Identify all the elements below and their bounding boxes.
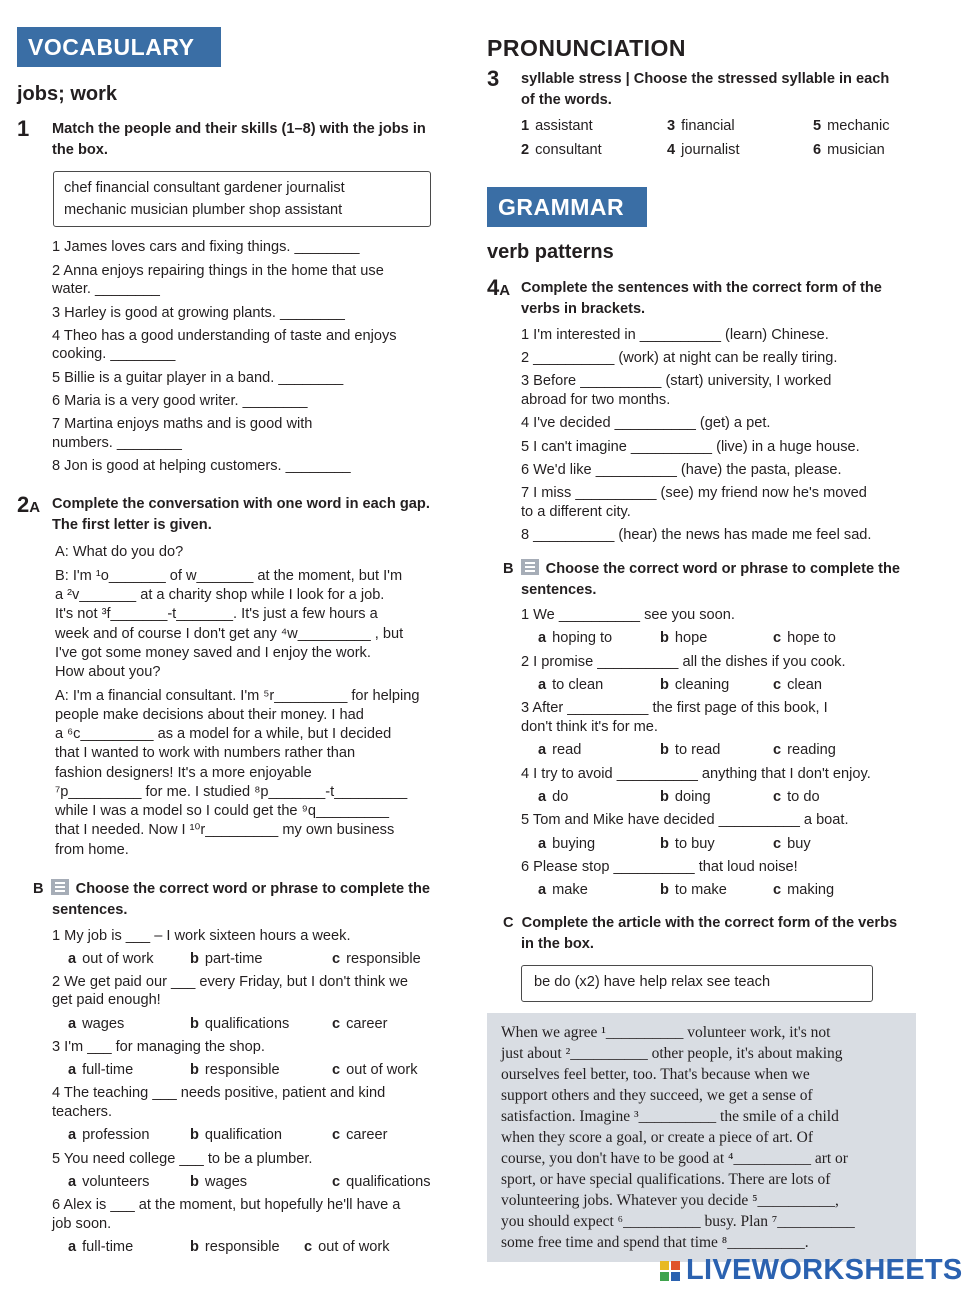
conversation-line: people make decisions about their money. I had — [55, 707, 364, 723]
option[interactable]: hope — [674, 630, 708, 646]
stress-word[interactable]: 5 mechanic — [813, 118, 890, 134]
option[interactable]: qualifications — [346, 1174, 431, 1190]
ex1-item[interactable]: numbers. ________ — [52, 435, 182, 451]
option[interactable]: full-time — [82, 1062, 134, 1078]
ex4a-item[interactable]: 6 We'd like __________ (have) the pasta, please. — [521, 462, 842, 478]
ex1-item[interactable]: cooking. ________ — [52, 346, 176, 362]
exercise-4a-instruction-2: verbs in brackets. — [521, 301, 646, 317]
exercise-3-instruction: syllable stress | Choose the stressed syllable in each — [521, 71, 890, 87]
ex1-item[interactable]: 8 Jon is good at helping customers. ________ — [52, 458, 351, 474]
exercise-3-instruction-2: of the words. — [521, 92, 612, 108]
ex1-item[interactable]: 5 Billie is a guitar player in a band. ________ — [52, 370, 344, 386]
ex2b-question-cont: job soon. — [52, 1216, 112, 1232]
exercise-4b-instruction-2: sentences. — [521, 582, 597, 598]
conversation-line[interactable]: while I was a model so I could get the ⁹q_________ — [55, 803, 390, 819]
option[interactable]: hope to — [787, 630, 836, 646]
ex4b-question: 5 Tom and Mike have decided __________ a boat. — [521, 812, 849, 828]
stress-word[interactable]: 6 musician — [813, 142, 885, 158]
worksheet-icon — [521, 559, 539, 575]
ex4b-option-a: a to clean — [538, 677, 604, 693]
option[interactable]: responsible — [346, 951, 421, 967]
ex4b-option-a: a do — [538, 789, 569, 805]
ex2b-option-c: c out of work — [332, 1062, 418, 1078]
ex2b-option-b: b responsible — [190, 1062, 280, 1078]
option[interactable]: hoping to — [552, 630, 613, 646]
grammar-header: GRAMMAR — [487, 187, 647, 227]
exercise-4b-heading: B Choose the correct word or phrase to complete the — [503, 561, 901, 577]
conversation-line: from home. — [55, 842, 129, 858]
ex2b-question: 2 We get paid our ___ every Friday, but I don't think we — [52, 974, 408, 990]
option[interactable]: buy — [787, 836, 811, 852]
verb-word-box-text: be do (x2) have help relax see teach — [534, 974, 771, 990]
ex4b-question-cont: don't think it's for me. — [521, 719, 658, 735]
ex2b-option-b: b qualification — [190, 1127, 282, 1143]
option[interactable]: part-time — [204, 951, 263, 967]
ex4b-option-c: c hope to — [773, 630, 836, 646]
option[interactable]: to read — [674, 742, 721, 758]
article-line[interactable]: some free time and spend that time ⁸__________. — [501, 1234, 809, 1251]
option[interactable]: clean — [787, 677, 823, 693]
ex2b-option-a: a volunteers — [68, 1174, 150, 1190]
conversation-line: that I wanted to work with numbers rather than — [55, 745, 356, 761]
ex4b-option-a: a hoping to — [538, 630, 613, 646]
option[interactable]: read — [552, 742, 582, 758]
ex4b-option-a: a make — [538, 882, 588, 898]
ex4a-item[interactable]: 4 I've decided __________ (get) a pet. — [521, 415, 771, 431]
ex2b-options: a out of work — [68, 951, 154, 967]
ex4b-question: 1 We __________ see you soon. — [521, 607, 735, 623]
worksheet-icon — [51, 879, 69, 895]
ex4b-option-c: c to do — [773, 789, 820, 805]
option[interactable]: out of work — [318, 1239, 390, 1255]
option[interactable]: responsible — [204, 1062, 280, 1078]
option[interactable]: full-time — [82, 1239, 134, 1255]
option[interactable]: career — [346, 1127, 388, 1143]
ex2b-option-c: c qualifications — [332, 1174, 431, 1190]
option[interactable]: out of work — [82, 951, 154, 967]
option[interactable]: cleaning — [674, 677, 730, 693]
ex2b-option-c: c career — [332, 1127, 388, 1143]
option[interactable]: to do — [787, 789, 820, 805]
option[interactable]: to clean — [552, 677, 604, 693]
exercise-1-instruction-2: the box. — [52, 142, 108, 158]
ex2b-question-cont: get paid enough! — [52, 992, 161, 1008]
exercise-4c-heading: C Complete the article with the correct form of the verbs — [503, 915, 898, 931]
option[interactable]: reading — [787, 742, 836, 758]
exercise-2a-instruction: Complete the conversation with one word in each gap. — [52, 496, 430, 512]
ex4a-item[interactable]: 7 I miss __________ (see) my friend now he's moved — [521, 485, 867, 501]
ex2b-question: 3 I'm ___ for managing the shop. — [52, 1039, 265, 1055]
ex4b-option-c: c reading — [773, 742, 836, 758]
ex4b-option-c: c making — [773, 882, 835, 898]
article-line: support others and they succeed, we get a sense of — [501, 1087, 813, 1104]
ex2b-option-b: b part-time — [190, 951, 263, 967]
ex4a-item[interactable]: 3 Before __________ (start) university, I worked — [521, 373, 832, 389]
vocabulary-subheader: jobs; work — [17, 83, 118, 105]
ex2b-option-a: a wages — [68, 1016, 125, 1032]
article-line: sport, or have special qualifications. There are lots of — [501, 1171, 831, 1188]
exercise-2a-instruction-2: The first letter is given. — [52, 517, 212, 533]
ex2b-option-c: c responsible — [332, 951, 421, 967]
ex1-item[interactable]: 4 Theo has a good understanding of taste and enjoys — [52, 328, 397, 344]
exercise-4c-instruction-2: in the box. — [521, 936, 594, 952]
ex4a-item: abroad for two months. — [521, 392, 671, 408]
ex2b-option-c: c career — [332, 1016, 388, 1032]
option[interactable]: out of work — [346, 1062, 418, 1078]
ex4b-option-b: b cleaning — [660, 677, 730, 693]
ex2b-option-c: c out of work — [304, 1239, 390, 1255]
ex4b-option-b: b to buy — [660, 836, 715, 852]
ex4b-option-b: b doing — [660, 789, 711, 805]
ex2b-option-b: b responsible — [190, 1239, 280, 1255]
ex4b-option-a: a read — [538, 742, 582, 758]
stress-word[interactable]: 4 journalist — [667, 142, 740, 158]
article-line: ourselves feel better, too. That's because when we — [501, 1066, 810, 1083]
job-word-box-line-2: mechanic musician plumber shop assistant — [64, 202, 343, 218]
exercise-1-number: 1 — [17, 116, 30, 141]
conversation-line[interactable]: B: I'm ¹o_______ of w_______ at the moment, but I'm — [55, 568, 403, 584]
ex4b-option-b: b to read — [660, 742, 721, 758]
ex1-item[interactable]: 2 Anna enjoys repairing things in the home that use — [52, 263, 384, 279]
article-line[interactable]: you should expect ⁶__________ busy. Plan ⁷__________ — [501, 1213, 855, 1230]
option[interactable]: making — [787, 882, 835, 898]
stress-word[interactable]: 1 assistant — [521, 118, 593, 134]
pronunciation-header: PRONUNCIATION — [487, 35, 687, 61]
stress-word[interactable]: 3 financial — [667, 118, 735, 134]
option[interactable]: wages — [82, 1016, 125, 1032]
ex4a-item[interactable]: 8 __________ (hear) the news has made me feel sad. — [521, 527, 872, 543]
conversation-line[interactable]: a ²v_______ at a charity shop while I look for a job. — [55, 587, 385, 603]
ex4b-question: 2 I promise __________ all the dishes if you cook. — [521, 654, 846, 670]
article-line[interactable]: When we agree ¹__________ volunteer work, it's not — [501, 1024, 831, 1041]
conversation-line: fashion designers! It's a more enjoyable — [55, 765, 312, 781]
ex4b-option-c: c clean — [773, 677, 823, 693]
ex2b-option-a: a profession — [68, 1127, 150, 1143]
ex1-item[interactable]: 1 James loves cars and fixing things. ________ — [52, 239, 360, 255]
ex4a-item: to a different city. — [521, 504, 631, 520]
liveworksheets-brand[interactable]: LIVEWORKSHEETS — [686, 1254, 963, 1286]
option[interactable]: make — [552, 882, 588, 898]
ex2b-option-a: a full-time — [68, 1062, 134, 1078]
conversation-line: I've got some money saved and I enjoy the work. — [55, 645, 371, 661]
exercise-4-number: 4A — [487, 275, 511, 300]
option[interactable]: profession — [82, 1127, 150, 1143]
option[interactable]: do — [552, 789, 569, 805]
ex2b-option-b: b qualifications — [190, 1016, 290, 1032]
conversation-line[interactable]: A: I'm a financial consultant. I'm ⁵r_________ for helping — [55, 688, 420, 704]
conversation-line[interactable]: that I needed. Now I ¹⁰r_________ my own business — [55, 822, 395, 838]
conversation-line[interactable]: week and of course I don't get any ⁴w_________ , but — [55, 626, 404, 642]
ex1-item[interactable]: 3 Harley is good at growing plants. ________ — [52, 305, 345, 321]
ex4a-item[interactable]: 5 I can't imagine __________ (live) in a huge house. — [521, 439, 860, 455]
exercise-3-number: 3 — [487, 66, 500, 91]
ex4b-question: 6 Please stop __________ that loud noise! — [521, 859, 798, 875]
exercise-4a-instruction: Complete the sentences with the correct form of the — [521, 280, 882, 296]
grammar-subheader: verb patterns — [487, 241, 614, 263]
ex4a-item[interactable]: 1 I'm interested in __________ (learn) Chinese. — [521, 327, 829, 343]
job-word-box-line-1: chef financial consultant gardener journalist — [64, 180, 345, 196]
ex2b-question: 1 My job is ___ – I work sixteen hours a week. — [52, 928, 351, 944]
ex2b-question-cont: teachers. — [52, 1104, 113, 1120]
option[interactable]: career — [346, 1016, 388, 1032]
stress-word[interactable]: 2 consultant — [521, 142, 602, 158]
ex1-item[interactable]: 7 Martina enjoys maths and is good with — [52, 416, 313, 432]
ex4a-item[interactable]: 2 __________ (work) at night can be really tiring. — [521, 350, 838, 366]
conversation-line[interactable]: a ⁶c_________ as a model for a while, but I decided — [55, 726, 392, 742]
exercise-2-number: 2A — [17, 492, 41, 517]
option[interactable]: volunteers — [82, 1174, 150, 1190]
option[interactable]: doing — [674, 789, 711, 805]
exercise-1-instruction: Match the people and their skills (1–8) with the jobs in — [52, 121, 426, 137]
article-line[interactable]: satisfaction. Imagine ³__________ the smile of a child — [501, 1108, 839, 1125]
conversation-line[interactable]: It's not ³f_______-t_______. It's just a few hours a — [55, 606, 378, 622]
ex4b-option-b: b to make — [660, 882, 727, 898]
article-line[interactable]: course, you don't have to be good at ⁴__________ art or — [501, 1150, 848, 1167]
ex4b-question: 3 After __________ the first page of this book, I — [521, 700, 828, 716]
ex2b-question: 5 You need college ___ to be a plumber. — [52, 1151, 313, 1167]
ex4b-option-a: a buying — [538, 836, 596, 852]
article-line[interactable]: volunteering jobs. Whatever you decide ⁵__________, — [501, 1192, 839, 1209]
ex2b-question: 4 The teaching ___ needs positive, patient and kind — [52, 1085, 386, 1101]
option[interactable]: buying — [552, 836, 596, 852]
ex2b-option-b: b wages — [190, 1174, 248, 1190]
article-line: when they score a goal, or create a piece of art. Of — [501, 1129, 813, 1146]
article-line[interactable]: just about ²__________ other people, it's about making — [501, 1045, 843, 1062]
ex4b-option-c: c buy — [773, 836, 811, 852]
exercise-2b-instruction-2: sentences. — [52, 902, 128, 918]
ex4b-question: 4 I try to avoid __________ anything that I don't enjoy. — [521, 766, 871, 782]
conversation-line: How about you? — [55, 664, 161, 680]
ex4b-option-b: b hope — [660, 630, 708, 646]
option[interactable]: to make — [674, 882, 727, 898]
option[interactable]: to buy — [674, 836, 715, 852]
liveworksheets-logo-icon — [660, 1258, 682, 1284]
ex1-item[interactable]: 6 Maria is a very good writer. ________ — [52, 393, 308, 409]
option[interactable]: responsible — [204, 1239, 280, 1255]
ex2b-question: 6 Alex is ___ at the moment, but hopefully he'll have a — [52, 1197, 401, 1213]
vocabulary-header: VOCABULARY — [17, 27, 221, 67]
conversation-line: A: What do you do? — [55, 544, 184, 560]
ex2b-option-a: a full-time — [68, 1239, 134, 1255]
option[interactable]: qualification — [204, 1127, 282, 1143]
option[interactable]: wages — [204, 1174, 248, 1190]
ex1-item[interactable]: water. ________ — [52, 281, 160, 297]
exercise-2b-heading: B Choose the correct word or phrase to complete the — [33, 881, 431, 897]
conversation-line[interactable]: ⁷p_________ for me. I studied ⁸p_______-t_________ — [55, 784, 408, 800]
option[interactable]: qualifications — [204, 1016, 290, 1032]
